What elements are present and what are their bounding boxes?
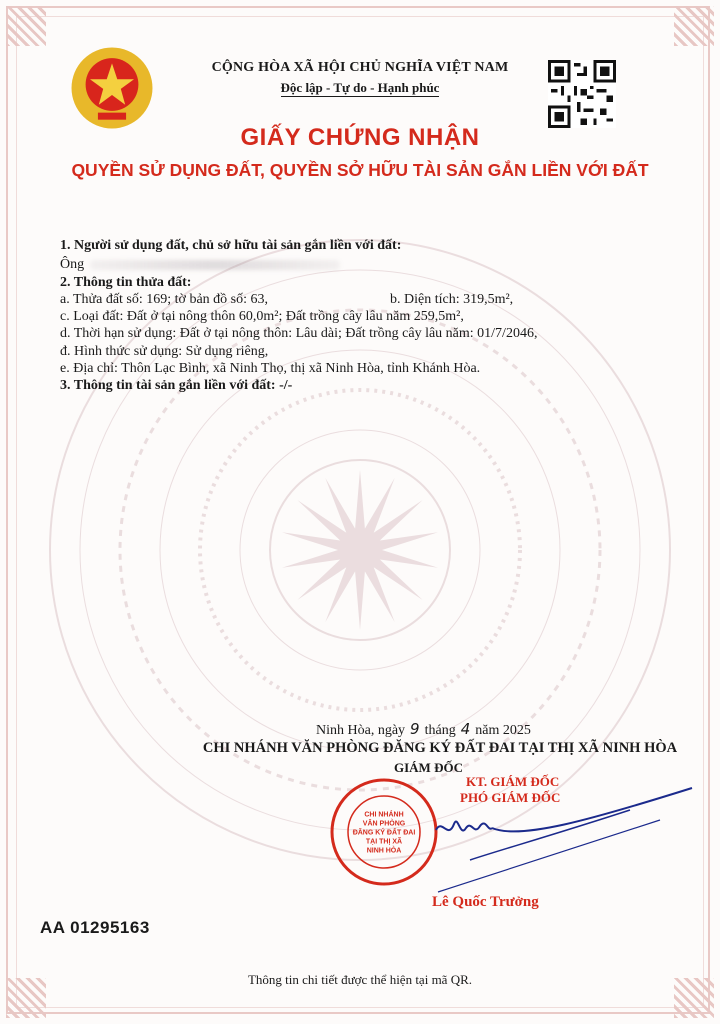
stamp-text-line: VĂN PHÒNG — [362, 820, 406, 828]
signing-date — [316, 720, 531, 739]
corner-ornament — [6, 6, 46, 46]
usage-term: d. Thời hạn sử dụng: Đất ở tại nông thôn: Lâu dài; Đất trồng cây lâu năm: 01/7/2046, — [60, 326, 538, 341]
date-year: năm 2025 — [475, 723, 531, 738]
stamp-text-line: NINH HÒA — [366, 847, 402, 855]
stamp-text-line: TẠI THỊ XÃ — [365, 838, 403, 846]
section-1-heading: 1. Người sử dụng đất, chủ sở hữu tài sản gắn liền với đất: — [60, 238, 402, 253]
qr-footer-note: Thông tin chi tiết được thể hiện tại mã QR. — [247, 972, 473, 987]
parcel-address: e. Địa chỉ: Thôn Lạc Bình, xã Ninh Thọ, thị xã Ninh Hòa, tỉnh Khánh Hòa. — [60, 361, 481, 376]
owner-prefix: Ông — [60, 257, 85, 272]
redacted-owner-name — [90, 260, 340, 270]
issuing-office: CHI NHÁNH VĂN PHÒNG ĐĂNG KÝ ĐẤT ĐAI TẠI THỊ XÃ NINH HÒA — [202, 740, 678, 756]
national-motto — [160, 80, 560, 96]
land-type: c. Loại đất: Đất ở tại nông thôn 60,0m²; Đất trồng cây lâu năm 259,5m², — [60, 309, 464, 324]
handwritten-signature — [430, 780, 700, 900]
section-2-heading: 2. Thông tin thửa đất: — [60, 275, 192, 290]
official-seal-stamp — [328, 776, 440, 888]
director-title: GIÁM ĐỐC — [394, 760, 463, 775]
usage-form: đ. Hình thức sử dụng: Sử dụng riêng, — [60, 344, 269, 359]
document-subtitle: QUYỀN SỬ DỤNG ĐẤT, QUYỀN SỞ HỮU TÀI SẢN GẮN LIỀN VỚI ĐẤT — [71, 160, 649, 180]
deputy-director-title: PHÓ GIÁM ĐỐC — [460, 790, 561, 805]
date-day: 9 — [410, 720, 420, 738]
corner-ornament — [674, 6, 714, 46]
certificate-serial: AA 01295163 — [40, 918, 150, 937]
watermark-star — [282, 470, 438, 630]
date-month-label: tháng — [424, 723, 456, 738]
owner-line — [60, 257, 340, 273]
date-prefix: Ninh Hòa, ngày — [316, 723, 406, 738]
nation-name: CỘNG HÒA XÃ HỘI CHỦ NGHĨA VIỆT NAM — [211, 60, 509, 75]
stamp-text-line: CHI NHÁNH — [364, 811, 404, 819]
parcel-area: b. Diện tích: 319,5m², — [390, 292, 514, 307]
parcel-number: a. Thửa đất số: 169; tờ bản đồ số: 63, — [60, 292, 268, 307]
date-month: 4 — [460, 720, 471, 738]
signer-name: Lê Quốc Trưởng — [432, 894, 539, 910]
motto-text: Độc lập - Tự do - Hạnh phúc — [280, 80, 440, 95]
kt-director-title: KT. GIÁM ĐỐC — [466, 774, 560, 789]
document-title: GIẤY CHỨNG NHẬN — [240, 124, 480, 151]
national-emblem-icon — [68, 44, 156, 132]
stamp-text-line: ĐĂNG KÝ ĐẤT ĐAI — [352, 829, 416, 837]
section-3-heading: 3. Thông tin tài sản gắn liền với đất: -/- — [60, 378, 293, 393]
